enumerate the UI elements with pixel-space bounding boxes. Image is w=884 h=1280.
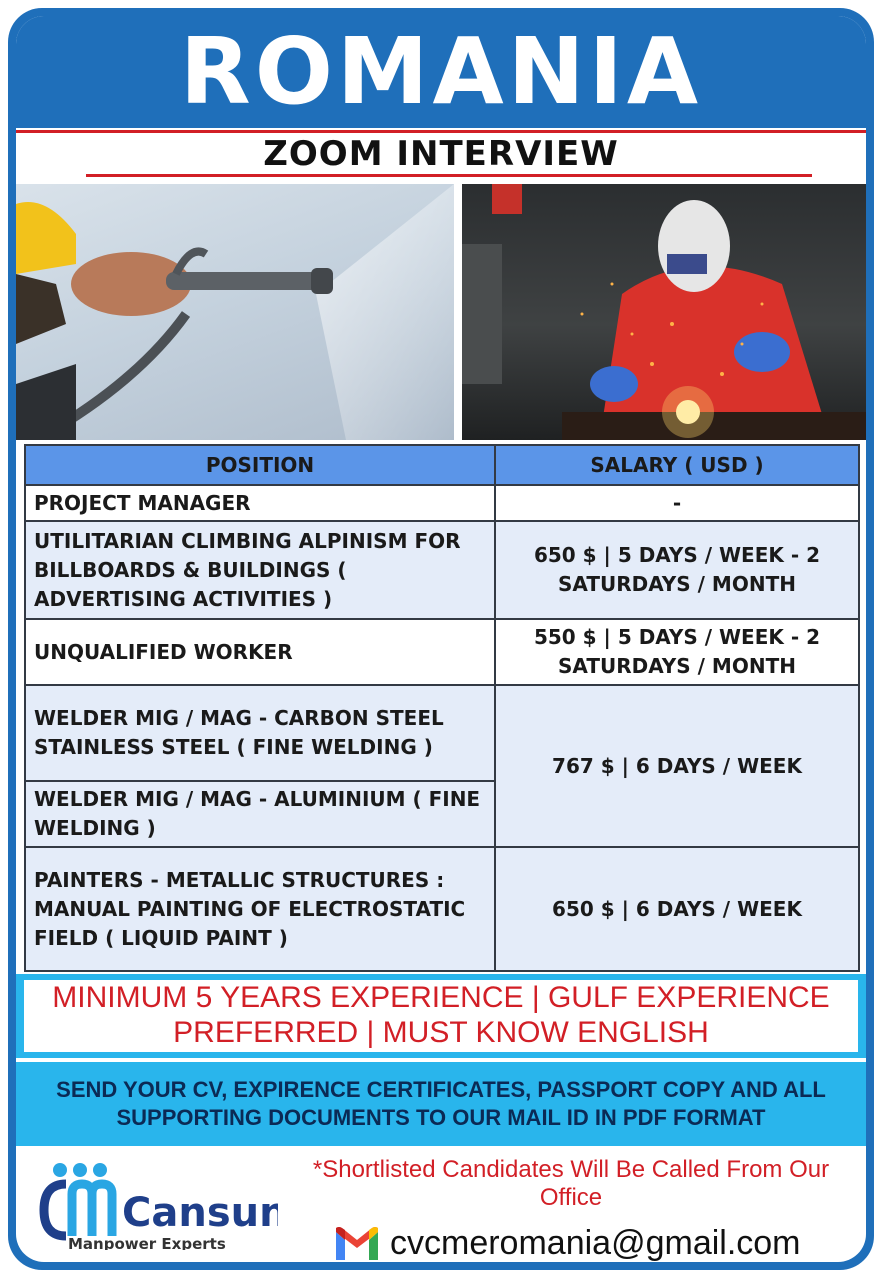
position-cell: WELDER MIG / MAG - ALUMINIUM ( FINE WELDING ) — [25, 781, 495, 847]
shortlist-note: *Shortlisted Candidates Will Be Called From Our Office — [312, 1156, 830, 1211]
table-row — [25, 847, 859, 971]
cansun-logo-mark — [38, 1160, 278, 1250]
pressure-washer-photo — [16, 184, 454, 440]
poster — [16, 16, 866, 1262]
table-row — [25, 485, 859, 521]
welder-illustration — [462, 184, 866, 440]
table-header-row — [25, 445, 859, 485]
table-row — [25, 685, 859, 781]
position-cell: UTILITARIAN CLIMBING ALPINISM FOR BILLBOARDS & BUILDINGS ( ADVERTISING ACTIVITIES ) — [25, 521, 495, 619]
positions-table — [24, 444, 860, 972]
salary-cell: - — [495, 485, 859, 521]
salary-cell: 650 $ | 6 DAYS / WEEK — [495, 847, 859, 971]
table-row — [25, 521, 859, 619]
page-title: ROMANIA — [179, 18, 703, 125]
position-cell: WELDER MIG / MAG - CARBON STEEL STAINLESS STEEL ( FINE WELDING ) — [25, 685, 495, 781]
requirements-banner — [16, 974, 866, 1058]
instructions-banner — [16, 1062, 866, 1146]
table-row — [25, 619, 859, 685]
poster-frame — [8, 8, 874, 1270]
gmail-icon — [334, 1226, 380, 1262]
instructions-text: SEND YOUR CV, EXPIRENCE CERTIFICATES, PASSPORT COPY AND ALL SUPPORTING DOCUMENTS TO OUR MAIL ID IN PDF FORMAT — [56, 1077, 826, 1130]
column-header-salary: SALARY ( USD ) — [495, 445, 859, 485]
email-contact[interactable] — [334, 1220, 854, 1262]
divider — [86, 174, 812, 177]
requirements-text: MINIMUM 5 YEARS EXPERIENCE | GULF EXPERIENCE PREFERRED | MUST KNOW ENGLISH — [24, 980, 858, 1052]
title-band — [16, 16, 866, 128]
company-logo — [38, 1160, 278, 1250]
email-address[interactable]: cvcmeromania@gmail.com — [390, 1224, 801, 1262]
welder-photo — [462, 184, 866, 440]
salary-cell: 550 $ | 5 DAYS / WEEK - 2 SATURDAYS / MONTH — [495, 619, 859, 685]
salary-cell: 767 $ | 6 DAYS / WEEK — [495, 685, 859, 847]
subtitle: ZOOM INTERVIEW — [263, 134, 619, 174]
column-header-position: POSITION — [25, 445, 495, 485]
salary-cell: 650 $ | 5 DAYS / WEEK - 2 SATURDAYS / MONTH — [495, 521, 859, 619]
logo-name: Cansun — [122, 1190, 278, 1236]
logo-tagline: Manpower Experts — [68, 1235, 226, 1250]
pressure-washer-illustration — [16, 184, 454, 440]
position-cell: UNQUALIFIED WORKER — [25, 619, 495, 685]
position-cell: PROJECT MANAGER — [25, 485, 495, 521]
position-cell: PAINTERS - METALLIC STRUCTURES : MANUAL PAINTING OF ELECTROSTATIC FIELD ( LIQUID PAINT ) — [25, 847, 495, 971]
